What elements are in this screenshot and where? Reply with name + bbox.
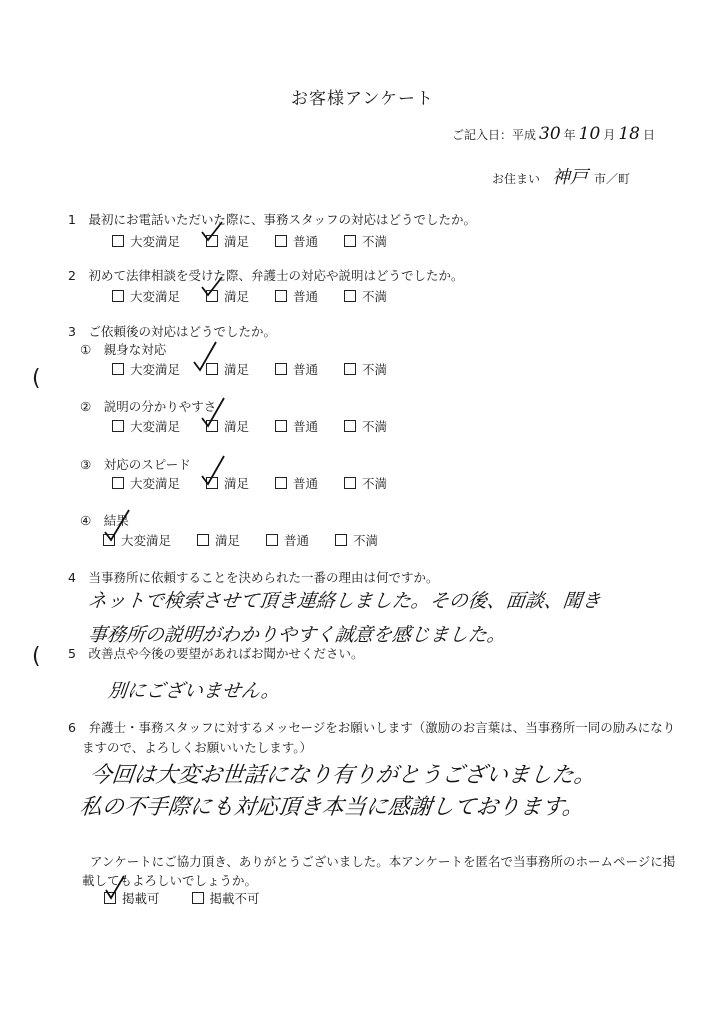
address-line	[492, 163, 630, 189]
q3-sub4-label: ④ 結果	[80, 513, 129, 528]
option[interactable]: 不満	[344, 476, 387, 491]
option[interactable]: 大変満足	[112, 476, 180, 491]
page-title: お客様アンケート	[291, 89, 434, 109]
option[interactable]: 不満	[335, 533, 378, 548]
check-mark-icon	[200, 456, 222, 478]
option[interactable]: 大変満足	[112, 234, 180, 249]
option[interactable]: 大変満足	[112, 419, 180, 434]
date-day[interactable]: 18	[618, 124, 640, 144]
day-unit: 日	[642, 128, 655, 142]
checkbox[interactable]	[112, 235, 124, 247]
q3-sub1-label: ① 親身な対応	[80, 342, 167, 357]
checkbox[interactable]	[192, 892, 204, 904]
q3-sub2-label: ② 説明の分かりやすさ	[80, 399, 217, 414]
option[interactable]: 大変満足	[112, 362, 180, 377]
q4-label: 4 当事務所に依頼することを決められた一番の理由は何ですか。	[68, 570, 439, 585]
checkbox[interactable]	[112, 420, 124, 432]
option[interactable]: 満足	[206, 289, 249, 304]
year-unit: 年	[563, 128, 576, 142]
date-year[interactable]: 30	[539, 124, 561, 144]
checkbox[interactable]	[344, 235, 356, 247]
checkbox[interactable]	[344, 477, 356, 489]
date-month[interactable]: 10	[578, 124, 601, 144]
q1-options	[112, 232, 387, 250]
check-mark-icon	[200, 275, 222, 297]
option[interactable]: 普通	[275, 476, 318, 491]
checkbox[interactable]	[197, 534, 209, 546]
checkbox[interactable]	[344, 420, 356, 432]
date-line	[452, 124, 655, 144]
option[interactable]: 大変満足	[103, 533, 171, 548]
q6-label-line-2: ますので、よろしくお願いいたします。）	[82, 740, 313, 755]
check-mark-icon	[103, 510, 125, 532]
option[interactable]: 満足	[197, 533, 240, 548]
option[interactable]: 普通	[275, 362, 318, 377]
q4-answer-line-1[interactable]: ネットで検索させて頂き連絡しました。その後、面談、聞き	[86, 590, 603, 612]
checkbox[interactable]	[275, 235, 287, 247]
option[interactable]: 普通	[275, 419, 318, 434]
q1-label: 1 最初にお電話いただいた際に、事務スタッフの対応はどうでしたか。	[68, 212, 476, 227]
q3-sub3-label: ③ 対応のスピード	[80, 457, 191, 472]
option[interactable]: 普通	[275, 289, 318, 304]
publish-yes-option[interactable]: 掲載可	[104, 891, 160, 906]
margin-mark: (	[32, 366, 41, 391]
option[interactable]: 不満	[344, 419, 387, 434]
checkbox[interactable]	[275, 420, 287, 432]
option[interactable]: 不満	[344, 289, 387, 304]
option[interactable]: 不満	[344, 234, 387, 249]
checkbox[interactable]	[112, 477, 124, 489]
checkbox[interactable]	[335, 534, 347, 546]
q3-sub4-options	[103, 531, 378, 549]
check-mark-icon	[192, 342, 214, 364]
q5-answer-line-1[interactable]: 別にございません。	[106, 680, 282, 702]
q4-answer-line-2[interactable]: 事務所の説明がわかりやすく誠意を感じました。	[86, 624, 508, 646]
q5-label: 5 改善点や今後の要望があればお聞かせください。	[68, 646, 364, 661]
address-unit: 市／町	[594, 172, 631, 186]
q6-answer-line-1[interactable]: 今回は大変お世話になり有りがとうございました。	[88, 763, 598, 788]
option[interactable]: 満足	[206, 419, 249, 434]
option[interactable]: 普通	[275, 234, 318, 249]
q3-sub1-options	[112, 360, 387, 378]
q6-answer-line-2[interactable]: 私の不手際にも対応頂き本当に感謝しております。	[78, 795, 586, 820]
q3-sub3-options	[112, 474, 387, 492]
checkbox[interactable]	[112, 363, 124, 375]
publish-options	[104, 889, 260, 907]
checkbox[interactable]	[344, 363, 356, 375]
checkbox[interactable]	[206, 363, 218, 375]
check-mark-icon	[200, 220, 222, 242]
month-unit: 月	[603, 128, 616, 142]
date-label: ご記入日：平成	[452, 128, 537, 142]
option[interactable]: 満足	[206, 476, 249, 491]
q6-label-line-1: 6 弁護士・事務スタッフに対するメッセージをお願いします（激励のお言葉は、当事務所一同の励みになり	[68, 720, 676, 735]
publish-no-option[interactable]: 掲載不可	[192, 891, 260, 906]
q2-label: 2 初めて法律相談を受けた際、弁護士の対応や説明はどうでしたか。	[68, 268, 464, 283]
option[interactable]: 大変満足	[112, 289, 180, 304]
option[interactable]: 普通	[266, 533, 309, 548]
checkbox[interactable]	[275, 477, 287, 489]
option[interactable]: 不満	[344, 362, 387, 377]
q2-options	[112, 287, 387, 305]
option[interactable]: 満足	[206, 362, 249, 377]
closing-line-2: 載してもよろしいでしょうか。	[82, 873, 258, 888]
option[interactable]: 満足	[206, 234, 249, 249]
closing-line-1: アンケートにご協力頂き、ありがとうございました。本アンケートを匿名で当事務所のホームページに掲	[90, 854, 676, 869]
check-mark-icon	[200, 398, 222, 420]
check-mark-icon	[104, 876, 126, 898]
checkbox[interactable]	[344, 290, 356, 302]
checkbox[interactable]	[266, 534, 278, 546]
q3-label: 3 ご依頼後の対応はどうでしたか。	[68, 324, 276, 339]
margin-mark: (	[32, 644, 41, 669]
address-value[interactable]: 神戸	[552, 167, 589, 188]
checkbox[interactable]	[112, 290, 124, 302]
checkbox[interactable]	[275, 290, 287, 302]
checkbox[interactable]	[275, 363, 287, 375]
q3-sub2-options	[112, 417, 387, 435]
address-label: お住まい	[492, 172, 541, 186]
